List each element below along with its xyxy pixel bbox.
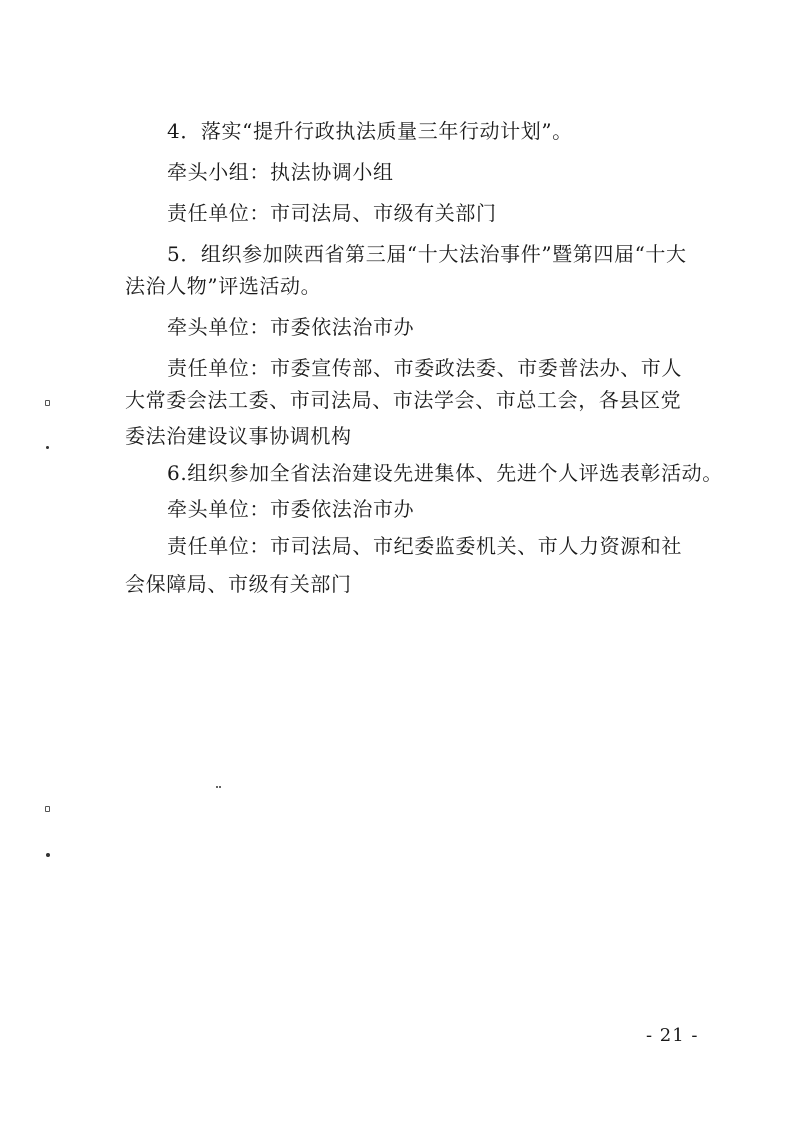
binding-hole-mark (45, 400, 50, 406)
item-4-title: 4．落实“提升行政执法质量三年行动计划”。 (167, 119, 573, 143)
item-5-title-line-2: 法治人物”评选活动。 (125, 274, 322, 298)
binding-dot-mark (46, 446, 49, 449)
scan-speck (219, 786, 221, 788)
item-5-responsible-line-1: 责任单位：市委宣传部、市委政法委、市委普法办、市人 (167, 356, 682, 380)
item-6-responsible-line-1: 责任单位：市司法局、市纪委监委机关、市人力资源和社 (167, 534, 682, 558)
item-5-responsible-line-3: 委法治建设议事协调机构 (125, 424, 352, 448)
page-number: - 21 - (646, 1025, 699, 1046)
item-5-lead: 牵头单位：市委依法治市办 (167, 315, 415, 339)
scan-speck (216, 786, 218, 788)
item-6-responsible-line-2: 会保障局、市级有关部门 (125, 572, 352, 596)
binding-dot-mark (46, 853, 50, 857)
item-5-responsible-line-2: 大常委会法工委、市司法局、市法学会、市总工会，各县区党 (125, 388, 682, 412)
binding-hole-mark (45, 806, 50, 812)
item-6-title: 6.组织参加全省法治建设先进集体、先进个人评选表彰活动。 (167, 461, 723, 485)
item-5-title-line-1: 5．组织参加陕西省第三届“十大法治事件”暨第四届“十大 (167, 242, 687, 266)
item-4-responsible: 责任单位：市司法局、市级有关部门 (167, 201, 497, 225)
item-4-lead: 牵头小组：执法协调小组 (167, 160, 394, 184)
item-6-lead: 牵头单位：市委依法治市办 (167, 497, 415, 521)
